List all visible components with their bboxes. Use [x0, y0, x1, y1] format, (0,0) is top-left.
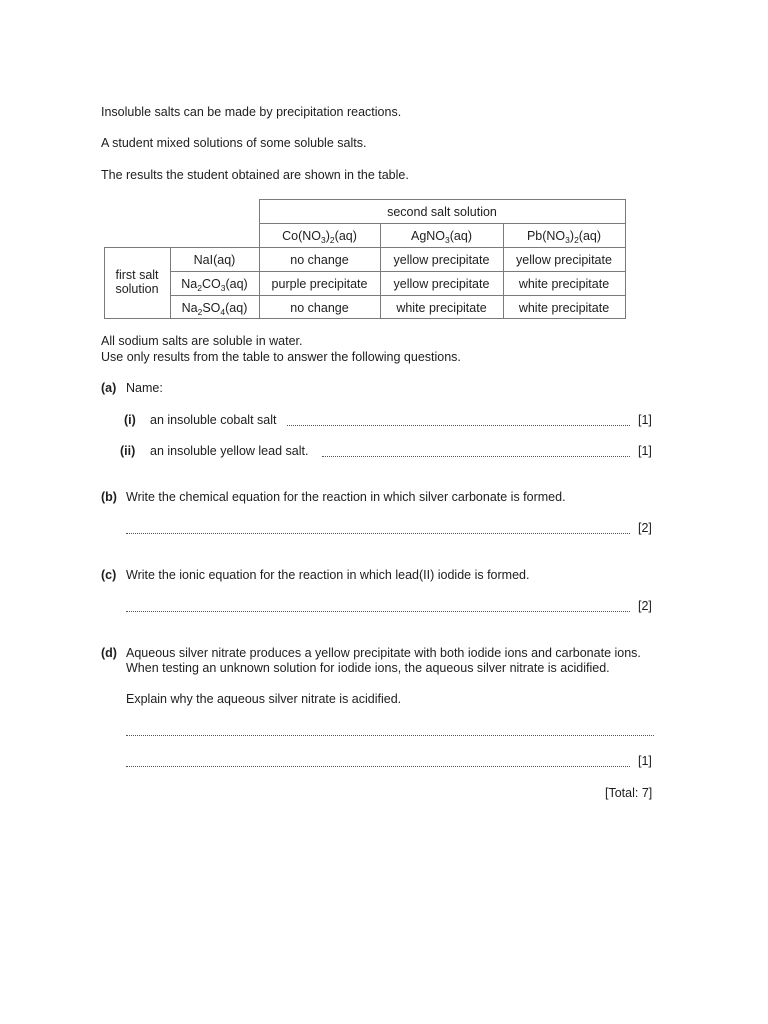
intro-line-2: A student mixed solutions of some soluble salts.: [101, 136, 367, 150]
answer-line-c[interactable]: [126, 611, 630, 612]
table-cell: no change: [290, 301, 349, 315]
answer-line-d-2[interactable]: [126, 766, 630, 767]
mark-d: [1]: [638, 754, 652, 768]
table-super-header: second salt solution: [387, 205, 497, 219]
table-cell: white precipitate: [518, 301, 610, 315]
answer-line-a-ii[interactable]: [322, 456, 630, 457]
column-header-silver-nitrate: AgNO$_3$(aq): [410, 229, 472, 245]
question-b-text: Write the chemical equation for the reaction in which silver carbonate is formed.: [126, 490, 566, 504]
question-a-i-label: (i): [124, 413, 136, 427]
question-d-line-1: Aqueous silver nitrate produces a yellow precipitate with both iodide ions and carbonate ions.: [126, 646, 641, 660]
question-a-ii-label: (ii): [120, 444, 136, 458]
note-line-1: All sodium salts are soluble in water.: [101, 334, 303, 348]
mark-a-ii: [1]: [638, 444, 652, 458]
mark-c: [2]: [638, 599, 652, 613]
question-b-label: (b): [101, 490, 117, 504]
row-group-label: first salt solution: [115, 268, 159, 297]
total-marks: [Total: 7]: [605, 786, 653, 800]
question-a-text: Name:: [126, 381, 163, 395]
question-d-line-2: When testing an unknown solution for iodide ions, the aqueous silver nitrate is acidified.: [126, 661, 610, 675]
mark-b: [2]: [638, 521, 652, 535]
answer-line-a-i[interactable]: [287, 425, 630, 426]
answer-line-d-1[interactable]: [126, 735, 654, 736]
intro-line-1: Insoluble salts can be made by precipitation reactions.: [101, 105, 402, 119]
mark-a-i: [1]: [638, 413, 652, 427]
question-a-ii-text: an insoluble yellow lead salt.: [150, 444, 309, 458]
question-d-line-3: Explain why the aqueous silver nitrate is acidified.: [126, 692, 402, 706]
table-cell: no change: [290, 253, 349, 267]
note-line-2: Use only results from the table to answer the following questions.: [101, 350, 461, 364]
table-cell: yellow precipitate: [516, 253, 612, 267]
question-c-text: Write the ionic equation for the reaction in which lead(II) iodide is formed.: [126, 568, 530, 582]
column-header-lead-nitrate: $Pb(NO_3)_2(aq)$: [526, 229, 602, 245]
question-d-label: (d): [101, 646, 117, 660]
question-a-label: (a): [101, 381, 117, 395]
row-salt-sodium-carbonate: $Na_2CO_3(aq)$: [181, 277, 248, 293]
row-salt-sodium-iodide: NaI(aq): [193, 253, 236, 267]
answer-line-b[interactable]: [126, 533, 630, 534]
table-cell: yellow precipitate: [393, 277, 490, 291]
column-header-cobalt-nitrate: $Co(NO_3)_2(aq)$: [282, 229, 357, 245]
table-cell: yellow precipitate: [393, 253, 490, 267]
table-cell: white precipitate: [396, 301, 487, 315]
table-cell: purple precipitate: [271, 277, 368, 291]
table-cell: white precipitate: [518, 277, 610, 291]
intro-line-3: The results the student obtained are shown in the table.: [101, 168, 409, 182]
question-a-i-text: an insoluble cobalt salt: [150, 413, 277, 427]
question-c-label: (c): [101, 568, 117, 582]
row-salt-sodium-sulfate: $Na_2SO_4(aq)$: [181, 301, 248, 317]
